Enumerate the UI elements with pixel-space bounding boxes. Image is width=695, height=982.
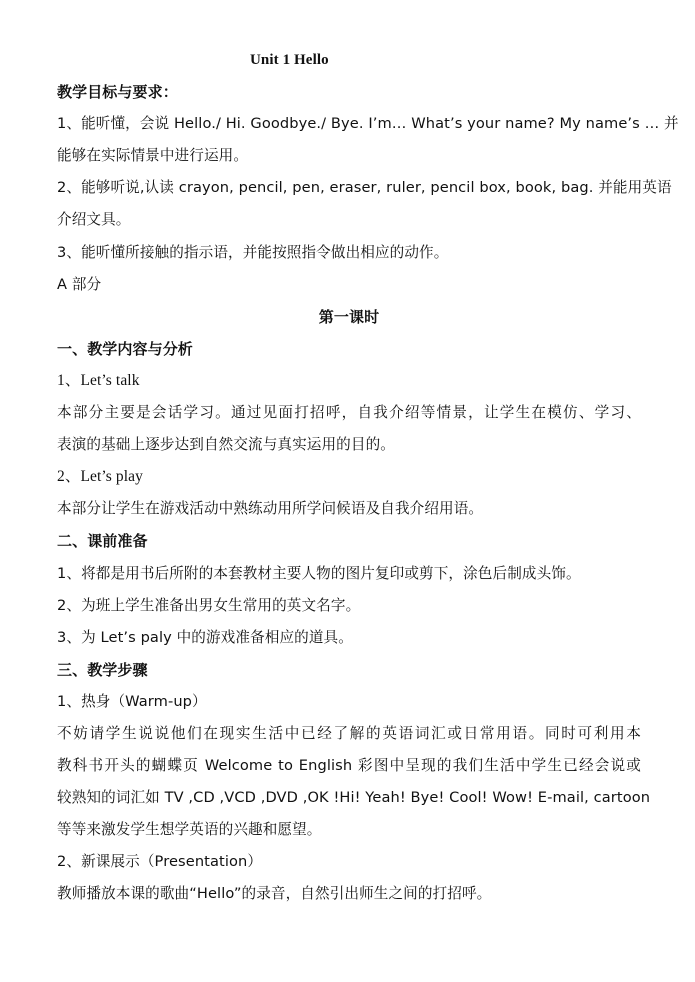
step-2-line-1: 教师播放本课的歌曲“Hello”的录音，自然引出师生之间的打招呼。 (57, 885, 492, 903)
step-2-label: 2、新课展示（Presentation） (57, 853, 263, 871)
step-1-line-1: 不妨请学生说说他们在现实生活中已经了解的英语词汇或日常用语。同时可利用本 (57, 724, 641, 742)
objectives-heading: 教学目标与要求： (57, 83, 178, 102)
objective-1-line-2: 能够在实际情景中进行运用。 (57, 147, 249, 165)
section-2-item-3: 3、为 Let’s paly 中的游戏准备相应的道具。 (57, 628, 353, 646)
objective-2-line-1: 2、能够听说,认读 crayon, pencil, pen, eraser, ruler, pencil box, book, bag. 并能用英语 (57, 179, 672, 197)
section-2-item-2: 2、为班上学生准备出男女生常用的英文名字。 (57, 596, 361, 614)
section-1-item-1-text-1: 本部分主要是会话学习。通过见面打招呼，自我介绍等情景，让学生在模仿、学习、 (57, 404, 641, 422)
objective-3: 3、能听懂所接触的指示语，并能按照指令做出相应的动作。 (57, 243, 449, 261)
lesson-title: 第一课时 (318, 307, 380, 326)
section-1-item-2-text-1: 本部分让学生在游戏活动中熟练动用所学问候语及自我介绍用语。 (57, 500, 484, 518)
section-3-heading: 三、教学步骤 (57, 660, 148, 679)
section-1-item-1-label: 1、Let’s talk (57, 371, 140, 389)
section-2-heading: 二、课前准备 (57, 532, 148, 551)
objective-2-line-2: 介绍文具。 (57, 211, 131, 229)
step-1-label: 1、热身（Warm-up） (57, 692, 207, 710)
document-page (57, 44, 679, 911)
document-title: Unit 1 Hello (250, 52, 329, 68)
step-1-line-4: 等等来激发学生想学英语的兴趣和愿望。 (57, 821, 322, 839)
objective-1-line-1: 1、能听懂，会说 Hello./ Hi. Goodbye./ Bye. I’m… What’s your name? My name’s … 并 (57, 115, 679, 133)
section-1-item-1-text-2: 表演的基础上逐步达到自然交流与真实运用的目的。 (57, 436, 395, 454)
section-1-heading: 一、教学内容与分析 (57, 339, 193, 358)
section-2-item-1: 1、将都是用书后所附的本套教材主要人物的图片复印或剪下，涂色后制成头饰。 (57, 564, 581, 582)
step-1-line-2: 教科书开头的蝴蝶页 Welcome to English 彩图中呈现的我们生活中学生已经会说或 (57, 757, 641, 775)
part-label: A 部分 (57, 275, 102, 293)
step-1-line-3: 较熟知的词汇如 TV ,CD ,VCD ,DVD ,OK !Hi! Yeah! Bye! Cool! Wow! E-mail, cartoon (57, 789, 651, 807)
section-1-item-2-label: 2、Let’s play (57, 468, 144, 486)
